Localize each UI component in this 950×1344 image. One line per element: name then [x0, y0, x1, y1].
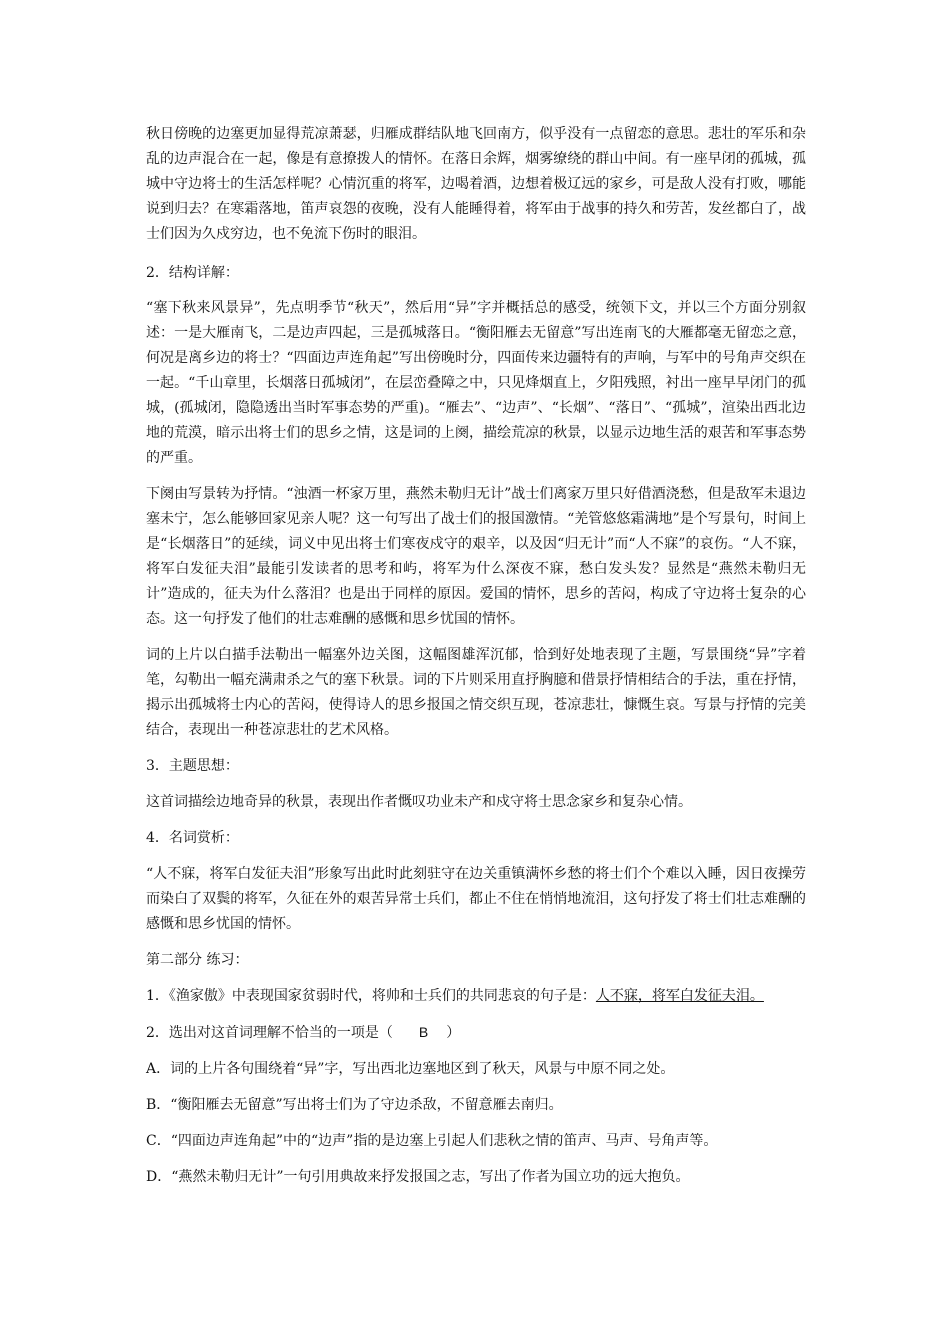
option-b: B．“衡阳雁去无留意”写出将士们为了守边杀敌，不留意雁去南归。 [146, 1097, 563, 1113]
exercise-2 [146, 1020, 806, 1046]
exercise-2-close: ） [446, 1025, 461, 1041]
paragraph-summary: 秋日傍晚的边塞更加显得荒凉萧瑟，归雁成群结队地飞回南方，似乎没有一点留恋的意思。悲壮的军乐和杂乱的边声混合在一起，像是有意撩拨人的情怀。在落日余辉，烟雾缭绕的群山中间。有一座早闭的孤城，孤城中守边将士的生活怎样呢？心情沉重的将军，边喝着酒，边想着极辽远的家乡，可是敌人没有打败，哪能说到归去？在寒霜落地，笛声哀怨的夜晚，没有人能睡得着，将军由于战事的持久和劳苦，发丝都白了，战士们因为久戍穷边，也不免流下伤时的眼泪。 [146, 126, 806, 242]
option-a: A．词的上片各句围绕着“异”字，写出西北边塞地区到了秋天，风景与中原不同之处。 [146, 1061, 675, 1077]
exercise-2-answer: B [418, 1024, 429, 1040]
paragraph-structure: “塞下秋来风景异”，先点明季节“秋天”，然后用“异”字并概括总的感受，统领下文，并以三个方面分别叙述：一是大雁南飞，二是边声四起，三是孤城落日。“衡阳雁去无留意”写出连南飞的大雁都毫无留恋之意，何况是离乡边的将士？“四面边声连角起”写出傍晚时分，四面传来边疆特有的声响，与军中的号角声交织在一起。“千山章里，长烟落日孤城闭”，在层峦叠障之中，只见烽烟直上，夕阳残照，衬出一座早早闭门的孤城，(孤城闭，隐隐透出当时军事态势的严重)。“雁去”、“边声”、“长烟”、“落日”、“孤城”，渲染出西北边地的荒漠，暗示出将士们的思乡之情，这是词的上阕，描绘荒凉的秋景，以显示边地生活的艰苦和军事态势的严重。 [146, 300, 806, 466]
exercise-1-question: 1．《渔家傲》中表现国家贫弱时代，将帅和士兵们的共同悲哀的句子是： [146, 988, 596, 1004]
paragraph-technique: 词的上片以白描手法勒出一幅塞外边关图，这幅图雄浑沉郁，恰到好处地表现了主题，写景围绕“异”字着笔，勾勒出一幅充满肃杀之气的塞下秋景。词的下片则采用直抒胸臆和借景抒情相结合的手法，重在抒情，揭示出孤城将士内心的苦闷，使得诗人的思乡报国之情交织互现，苍凉悲壮，慷慨生哀。写景与抒情的完美结合，表现出一种苍凉悲壮的艺术风格。 [146, 647, 806, 738]
heading-theme: 3．主题思想： [146, 758, 239, 774]
heading-structure: 2．结构详解： [146, 265, 239, 281]
exercise-1-answer: 人不寐，将军白发征夫泪。 [595, 988, 764, 1004]
option-c: C．“四面边声连角起”中的“边声”指的是边塞上引起人们悲秋之情的笛声、马声、号角声等。 [146, 1133, 718, 1149]
paragraph-second-stanza: 下阕由写景转为抒情。“浊酒一杯家万里，燕然未勒归无计”战士们离家万里只好借酒浇愁，但是敌军未退边塞未宁，怎么能够回家见亲人呢？这一句写出了战士们的报国激情。“羌管悠悠霜满地”是个写景句，时间上是“长烟落日”的延续，词义中见出将士们寒夜戍守的艰辛，以及因“归无计”而“人不寐”的哀伤。“人不寐，将军白发征夫泪”最能引发读者的思考和屿，将军为什么深夜不寐，愁白发头发？显然是“燕然未勒归无计”造成的，征夫为什么落泪？也是出于同样的原因。爱国的情怀，思乡的苦闷，构成了守边将士复杂的心态。这一句抒发了他们的壮志难酬的感慨和思乡忧国的情怀。 [146, 486, 806, 627]
document-page [146, 122, 806, 1190]
part-two-heading: 第二部分 练习： [146, 952, 249, 968]
exercise-1 [146, 984, 806, 1009]
option-d: D．“燕然未勒归无计”一句引用典故来抒发报国之志，写出了作者为国立功的远大抱负。 [146, 1169, 690, 1185]
exercise-2-question: 2．选出对这首词理解不恰当的一项是（ [146, 1025, 393, 1041]
paragraph-theme: 这首词描绘边地奇异的秋景，表现出作者慨叹功业未产和戍守将士思念家乡和复杂心情。 [146, 794, 692, 810]
paragraph-appreciation: “人不寐，将军白发征夫泪”形象写出此时此刻驻守在边关重镇满怀乡愁的将士们个个难以入睡，因日夜操劳而染白了双鬓的将军，久征在外的艰苦异常士兵们，都止不住在悄悄地流泪，这句抒发了将士们壮志难酬的感慨和思乡忧国的情怀。 [146, 866, 806, 932]
heading-appreciation: 4．名词赏析： [146, 830, 239, 846]
